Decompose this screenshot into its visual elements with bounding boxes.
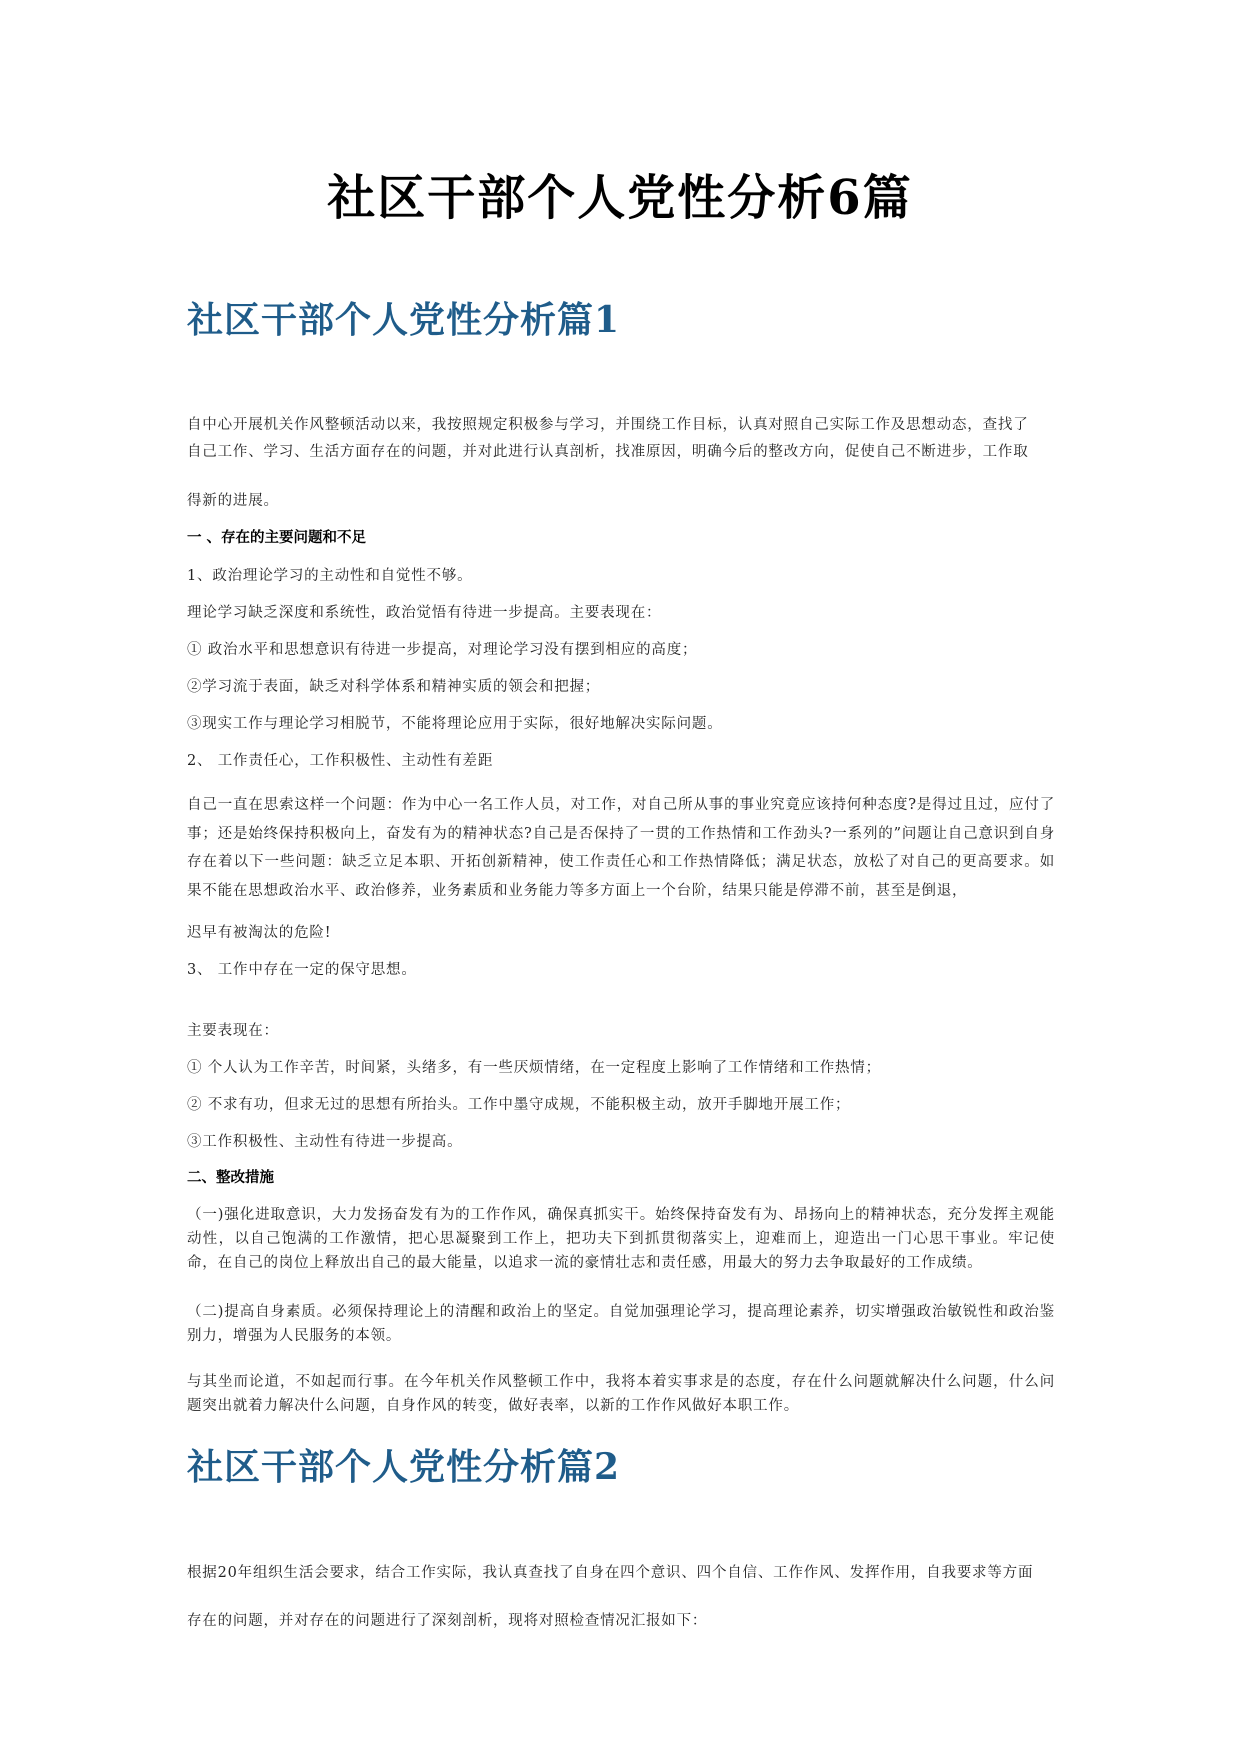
item-3-point-2: ② 不求有功，但求无过的思想有所抬头。工作中墨守成规，不能积极主动，放开手脚地开展工作；: [187, 1097, 851, 1113]
item-3-intro: 主要表现在：: [187, 1023, 279, 1039]
intro-line-2: 自己工作、学习、生活方面存在的问题，并对此进行认真剖析，找准原因，明确今后的整改方向，促使自己不断进步，工作取: [187, 444, 1029, 460]
item-3-title: 3、 工作中存在一定的保守思想。: [187, 962, 417, 978]
item-3-point-3: ③工作积极性、主动性有待进一步提高。: [187, 1134, 463, 1150]
measure-2: （二)提高自身素质。必须保持理论上的清醒和政治上的坚定。自觉加强理论学习，提高理论素养，切实增强政治敏锐性和政治鉴别力，增强为人民服务的本领。: [187, 1304, 1055, 1344]
document-title: 社区干部个人党性分析6篇: [327, 170, 913, 226]
item-2-body: 自己一直在思索这样一个问题：作为中心一名工作人员，对工作，对自己所从事的事业究竟应该持何种态度?是得过且过，应付了事；还是始终保持积极向上，奋发有为的精神状态?自己是否保持了一贯的工作热情和工作劲头?一系列的”问题让自己意识到自身存在着以下一些问题：缺乏立足本职、开拓创新精神，使工作责任心和工作热情降低；满足状态，放松了对自己的更高要求。如果不能在思想政治水平、政治修养，业务素质和业务能力等多方面上一个台阶，结果只能是停滞不前，甚至是倒退，: [187, 797, 1055, 899]
item-1-point-1: ① 政治水平和思想意识有待进一步提高，对理论学习没有摆到相应的高度；: [187, 642, 698, 658]
item-1-point-3: ③现实工作与理论学习相脱节，不能将理论应用于实际，很好地解决实际问题。: [187, 716, 723, 732]
item-1-point-2: ②学习流于表面，缺乏对科学体系和精神实质的领会和把握；: [187, 679, 601, 695]
part-1-heading: 一 、存在的主要问题和不足: [187, 530, 367, 546]
item-2-title: 2、 工作责任心，工作积极性、主动性有差距: [187, 753, 494, 769]
item-3-point-1: ① 个人认为工作辛苦，时间紧，头绪多，有一些厌烦情绪，在一定程度上影响了工作情绪和工作热情；: [187, 1060, 881, 1076]
section-heading-1: 社区干部个人党性分析篇1: [187, 299, 621, 341]
measure-1: （一)强化进取意识，大力发扬奋发有为的工作作风，确保真抓实干。始终保持奋发有为、昂扬向上的精神状态，充分发挥主观能动性，以自己饱满的工作激情，把心思凝聚到工作上，把功夫下到抓贯彻落实上，迎难而上，迎造出一门心思干事业。牢记使命，在自己的岗位上释放出自己的最大能量，以追求一流的豪情壮志和责任感，用最大的努力去争取最好的工作成绩。: [187, 1207, 1055, 1271]
part-2-heading: 二、整改措施: [187, 1170, 274, 1186]
section-heading-2: 社区干部个人党性分析篇2: [187, 1446, 621, 1488]
item-2-end: 迟早有被淘汰的危险!: [187, 925, 332, 941]
section-2-line-2: 存在的问题，并对存在的问题进行了深刻剖析，现将对照检查情况汇报如下：: [187, 1613, 708, 1629]
item-1-intro: 理论学习缺乏深度和系统性，政治觉悟有待进一步提高。主要表现在：: [187, 605, 662, 621]
section-2-line-1: 根据20年组织生活会要求，结合工作实际，我认真查找了自身在四个意识、四个自信、工作作风、发挥作用，自我要求等方面: [187, 1565, 1034, 1581]
intro-line-1: 自中心开展机关作风整顿活动以来，我按照规定积极参与学习，并围绕工作目标，认真对照自己实际工作及思想动态，查找了: [187, 417, 1029, 433]
item-1-title: 1、政治理论学习的主动性和自觉性不够。: [187, 568, 473, 584]
closing-paragraph: 与其坐而论道，不如起而行事。在今年机关作风整顿工作中，我将本着实事求是的态度，存在什么问题就解决什么问题，什么问题突出就着力解决什么问题，自身作风的转变，做好表率，以新的工作作风做好本职工作。: [187, 1374, 1055, 1414]
intro-line-3: 得新的进展。: [187, 493, 279, 509]
